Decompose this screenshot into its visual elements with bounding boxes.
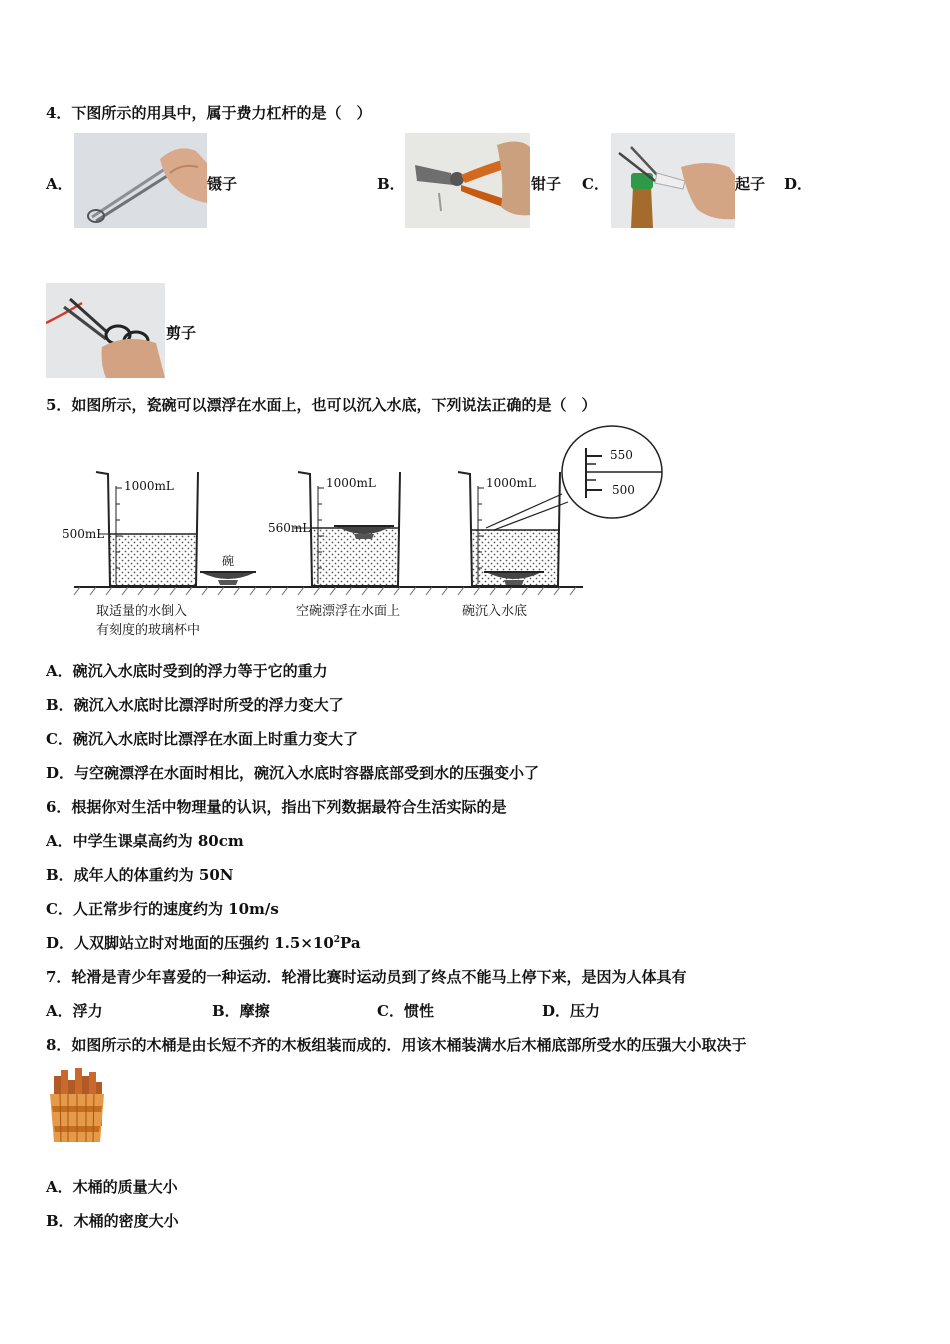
beaker1-capacity-label: 1000mL: [124, 479, 174, 493]
q6-stem: 6．根据你对生活中物理量的认识，指出下列数据最符合生活实际的是: [46, 798, 507, 816]
bowl-label: 碗: [222, 554, 235, 568]
level-560ml-label: 560mL: [268, 521, 311, 535]
zoom-mark-500: 500: [612, 483, 635, 497]
q7-option-b: B．摩擦: [212, 1002, 270, 1020]
q6-option-a: A．中学生课桌高约为 80cm: [46, 832, 244, 850]
q4-option-a-name: 镊子: [207, 175, 238, 193]
caption-step1-line2: 有刻度的玻璃杯中: [96, 623, 201, 638]
q8-stem: 8．如图所示的木桶是由长短不齐的木板组装而成的．用该木桶装满水后木桶底部所受水的压强大小取决于: [46, 1036, 747, 1054]
q7-stem: 7．轮滑是青少年喜爱的一种运动．轮滑比赛时运动员到了终点不能马上停下来，是因为人体具有: [46, 968, 687, 986]
pliers-photo: [405, 133, 530, 228]
q4-stem: 4．下图所示的用具中，属于费力杠杆的是（ ）: [46, 104, 372, 122]
q6-option-d-exponent: 2: [333, 935, 341, 945]
q8-option-b: B．木桶的密度大小: [46, 1212, 179, 1230]
q4-option-d-name: 剪子: [166, 324, 197, 342]
q5-option-b: B．碗沉入水底时比漂浮时所受的浮力变大了: [46, 696, 344, 714]
caption-step3: 碗沉入水底: [462, 604, 528, 619]
q4-option-c-letter: C．: [582, 175, 609, 193]
q5-option-a: A．碗沉入水底时受到的浮力等于它的重力: [46, 662, 328, 680]
caption-step2: 空碗漂浮在水面上: [296, 604, 401, 619]
scissors-photo: [46, 283, 165, 378]
beaker-experiment-figure: [58, 424, 668, 640]
q6-option-d-unit: Pa: [340, 934, 361, 952]
q8-option-a: A．木桶的质量大小: [46, 1178, 178, 1196]
q6-option-c: C．人正常步行的速度约为 10m/s: [46, 900, 279, 918]
beaker2-capacity-label: 1000mL: [326, 476, 376, 490]
bottle-opener-photo: [611, 133, 735, 228]
q4-option-a-letter: A．: [46, 175, 73, 193]
q5-stem: 5．如图所示，瓷碗可以漂浮在水面上，也可以沉入水底，下列说法正确的是（ ）: [46, 396, 597, 414]
caption-step1-line1: 取适量的水倒入: [96, 604, 188, 619]
q4-option-c-name: 起子: [735, 175, 766, 193]
q5-option-d: D．与空碗漂浮在水面时相比，碗沉入水底时容器底部受到水的压强变小了: [46, 764, 540, 782]
q7-option-c: C．惯性: [377, 1002, 434, 1020]
zoom-mark-550: 550: [610, 448, 633, 462]
q6-option-b: B．成年人的体重约为 50N: [46, 866, 234, 884]
q4-option-b-name: 钳子: [531, 175, 562, 193]
q5-option-c: C．碗沉入水底时比漂浮在水面上时重力变大了: [46, 730, 358, 748]
q7-option-a: A．浮力: [46, 1002, 103, 1020]
q4-option-b-letter: B．: [377, 175, 405, 193]
beaker3-capacity-label: 1000mL: [486, 476, 536, 490]
q6-option-d: [46, 932, 361, 953]
wooden-bucket-image: [46, 1066, 108, 1144]
tweezers-photo: [74, 133, 207, 228]
q7-option-d: D．压力: [542, 1002, 601, 1020]
level-500ml-label: 500mL: [62, 527, 105, 541]
q6-option-d-text: D．人双脚站立时对地面的压强约 1.5×10: [46, 934, 334, 952]
q4-option-d-letter: D．: [784, 175, 813, 193]
